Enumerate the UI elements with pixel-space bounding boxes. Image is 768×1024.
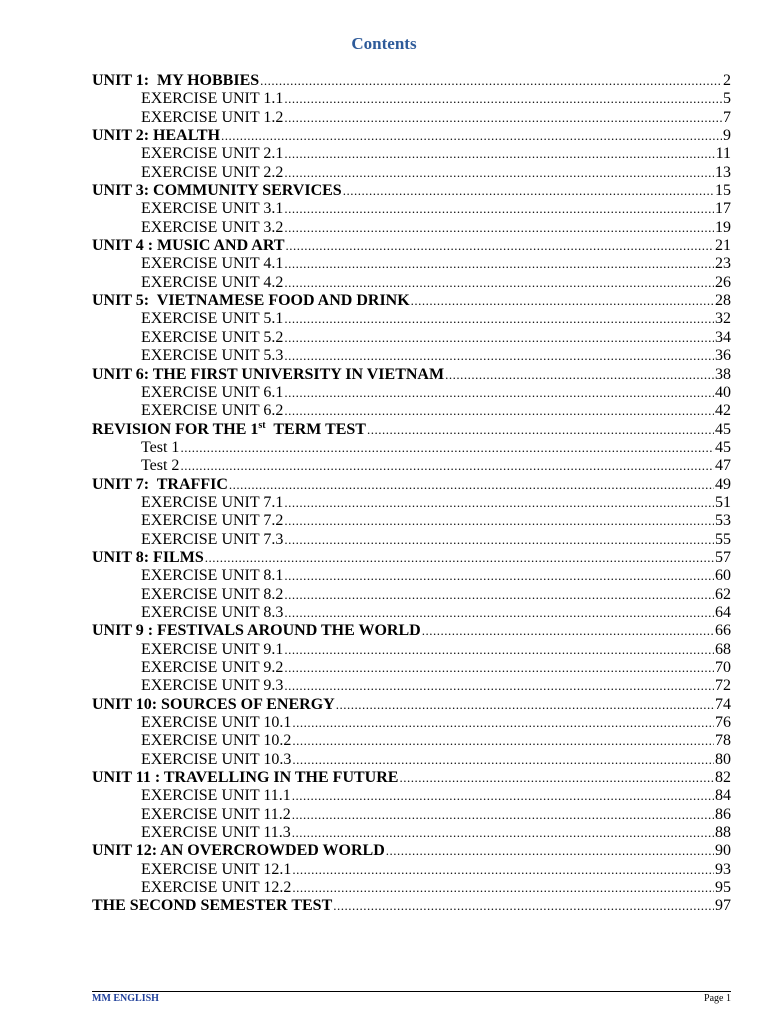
toc-entry-label-text: EXERCISE UNIT 4.2 xyxy=(141,273,284,291)
toc-entry-page-number: 2 xyxy=(723,72,731,89)
toc-entry-label xyxy=(92,237,285,255)
dot-leader xyxy=(284,347,714,365)
dot-leader xyxy=(333,897,714,915)
toc-entry-label-text: Test 1 xyxy=(141,438,180,456)
dot-leader xyxy=(284,145,714,163)
toc-sub-entry[interactable] xyxy=(92,200,731,218)
toc-entry-label-suffix: TERM TEST xyxy=(265,420,366,438)
toc-sub-entry[interactable] xyxy=(92,274,731,292)
toc-entry-page-number: 13 xyxy=(715,163,731,181)
toc-entry-page-number: 5 xyxy=(723,90,731,108)
toc-entry-label-text: EXERCISE UNIT 11.1 xyxy=(141,787,291,805)
toc-sub-entry[interactable] xyxy=(92,512,731,530)
toc-entry-label-text: EXERCISE UNIT 4.1 xyxy=(141,255,284,273)
toc-entry-label-text: UNIT 10: SOURCES OF ENERGY xyxy=(92,695,335,713)
toc-entry-label xyxy=(141,879,291,897)
toc-sub-entry[interactable] xyxy=(92,677,731,695)
toc-unit-entry[interactable] xyxy=(92,72,731,90)
toc-sub-entry[interactable] xyxy=(92,219,731,237)
footer-page-number: Page 1 xyxy=(704,993,731,1004)
toc-entry-label xyxy=(92,421,366,439)
dot-leader xyxy=(399,769,714,787)
toc-entry-label-text: EXERCISE UNIT 9.3 xyxy=(141,677,284,695)
toc-unit-entry[interactable] xyxy=(92,127,731,145)
toc-sub-entry[interactable] xyxy=(92,329,731,347)
page-title: Contents xyxy=(351,34,417,53)
toc-entry-label-text: EXERCISE UNIT 6.1 xyxy=(141,383,284,401)
toc-unit-entry[interactable] xyxy=(92,769,731,787)
toc-entry-label xyxy=(141,567,283,585)
toc-entry-page-number: 15 xyxy=(715,182,731,200)
toc-entry-label xyxy=(92,182,342,200)
dot-leader xyxy=(284,90,722,108)
dot-leader xyxy=(284,659,714,677)
toc-entry-page-number: 47 xyxy=(715,457,731,475)
footer-divider xyxy=(92,991,731,992)
dot-leader xyxy=(292,751,714,769)
toc-entry-label xyxy=(92,72,259,90)
toc-entry-page-number: 84 xyxy=(715,787,731,805)
toc-entry-label-text: EXERCISE UNIT 10.1 xyxy=(141,714,292,732)
toc-entry-label xyxy=(92,549,204,567)
dot-leader xyxy=(292,861,714,879)
toc-entry-label-text: UNIT 6: THE FIRST UNIVERSITY IN VIETNAM xyxy=(92,365,445,383)
toc-entry-label xyxy=(92,897,332,915)
toc-entry-label xyxy=(92,476,228,494)
dot-leader xyxy=(284,219,714,237)
toc-entry-page-number: 42 xyxy=(715,402,731,420)
dot-leader xyxy=(284,329,714,347)
toc-entry-label xyxy=(141,310,283,328)
toc-entry-page-number: 62 xyxy=(715,585,731,603)
toc-entry-label-text: UNIT 5: VIETNAMESE FOOD AND DRINK xyxy=(92,292,410,310)
dot-leader xyxy=(284,512,714,530)
toc-entry-label-text: THE SECOND SEMESTER TEST xyxy=(92,897,333,915)
toc-entry-label xyxy=(141,200,283,218)
toc-entry-label-text: EXERCISE UNIT 6.2 xyxy=(141,402,284,420)
toc-sub-entry[interactable] xyxy=(92,604,731,622)
toc-entry-page-number: 72 xyxy=(715,677,731,695)
toc-entry-label xyxy=(141,90,283,108)
dot-leader xyxy=(284,567,714,585)
toc-entry-page-number: 17 xyxy=(715,200,731,218)
toc-sub-entry[interactable] xyxy=(92,641,731,659)
toc-entry-page-number: 97 xyxy=(715,897,731,915)
dot-leader xyxy=(422,622,714,640)
toc-entry-label xyxy=(141,787,291,805)
toc-sub-entry[interactable] xyxy=(92,310,731,328)
toc-entry-label xyxy=(92,127,220,145)
dot-leader xyxy=(343,182,714,200)
toc-entry-page-number: 45 xyxy=(715,420,731,438)
toc-entry-page-number: 66 xyxy=(715,622,731,640)
toc-entry-superscript: st xyxy=(258,420,266,431)
toc-entry-label-text: UNIT 7: TRAFFIC xyxy=(92,475,228,493)
toc-entry-label xyxy=(141,861,291,879)
toc-entry-label-text: EXERCISE UNIT 10.2 xyxy=(141,732,292,750)
toc-entry-label xyxy=(92,292,410,310)
toc-entry-label-text: UNIT 12: AN OVERCROWDED WORLD xyxy=(92,842,385,860)
toc-entry-page-number: 70 xyxy=(715,659,731,676)
toc-entry-label xyxy=(141,145,283,163)
toc-entry-page-number: 80 xyxy=(715,750,731,768)
toc-entry-label xyxy=(141,109,283,127)
toc-sub-entry[interactable] xyxy=(92,494,731,512)
dot-leader xyxy=(292,824,714,842)
toc-entry-page-number: 64 xyxy=(715,603,731,621)
dot-leader xyxy=(180,439,714,457)
dot-leader xyxy=(284,677,714,695)
toc-entry-label xyxy=(141,806,291,824)
toc-entry-label xyxy=(141,659,283,677)
dot-leader xyxy=(284,109,722,127)
toc-entry-page-number: 40 xyxy=(715,383,731,401)
toc-entry-label xyxy=(141,512,283,530)
toc-unit-entry[interactable] xyxy=(92,237,731,255)
toc-unit-entry[interactable] xyxy=(92,292,731,310)
toc-entry-page-number: 95 xyxy=(715,879,731,897)
toc-entry-label xyxy=(141,274,283,292)
dot-leader xyxy=(260,72,722,90)
dot-leader xyxy=(445,366,714,384)
toc-entry-label-text: EXERCISE UNIT 5.1 xyxy=(141,310,284,328)
toc-entry-label-text: EXERCISE UNIT 8.2 xyxy=(141,585,284,603)
toc-entry-label xyxy=(92,366,444,384)
dot-leader xyxy=(386,842,714,860)
toc-entry-page-number: 28 xyxy=(715,292,731,310)
dot-leader xyxy=(411,292,714,310)
toc-entry-label xyxy=(92,842,385,860)
toc-entry-page-number: 36 xyxy=(715,347,731,365)
toc-entry-page-number: 11 xyxy=(715,145,731,163)
dot-leader xyxy=(336,696,714,714)
toc-entry-label-text: UNIT 2: HEALTH xyxy=(92,127,221,145)
toc-entry-page-number: 86 xyxy=(715,805,731,823)
toc-sub-entry[interactable] xyxy=(92,439,731,457)
toc-entry-label-text: Test 2 xyxy=(141,457,180,475)
toc-sub-entry[interactable] xyxy=(92,457,731,475)
toc-sub-entry[interactable] xyxy=(92,90,731,108)
toc-entry-page-number: 19 xyxy=(715,218,731,236)
toc-entry-page-number: 51 xyxy=(715,493,731,511)
toc-sub-entry[interactable] xyxy=(92,145,731,163)
toc-entry-label-text: EXERCISE UNIT 10.3 xyxy=(141,750,292,768)
toc-entry-page-number: 93 xyxy=(715,860,731,878)
toc-entry-label xyxy=(141,329,283,347)
toc-entry-label-text: EXERCISE UNIT 1.2 xyxy=(141,108,284,126)
toc-sub-entry[interactable] xyxy=(92,384,731,402)
toc-sub-entry[interactable] xyxy=(92,255,731,273)
dot-leader xyxy=(180,457,714,475)
dot-leader xyxy=(284,255,714,273)
toc-entry-page-number: 57 xyxy=(715,548,731,566)
toc-entry-page-number: 90 xyxy=(715,842,731,860)
toc-entry-label-text: EXERCISE UNIT 7.3 xyxy=(141,530,284,548)
toc-entry-page-number: 78 xyxy=(715,732,731,750)
dot-leader xyxy=(292,787,714,805)
toc-sub-entry[interactable] xyxy=(92,109,731,127)
toc-entry-label-text: EXERCISE UNIT 8.1 xyxy=(141,567,284,585)
toc-entry-label-text: EXERCISE UNIT 5.3 xyxy=(141,347,284,365)
toc-entry-label-text: EXERCISE UNIT 9.1 xyxy=(141,640,284,658)
toc-entry-page-number: 23 xyxy=(715,255,731,273)
dot-leader xyxy=(284,310,714,328)
toc-sub-entry[interactable] xyxy=(92,806,731,824)
toc-unit-entry[interactable] xyxy=(92,366,731,384)
toc-entry-label-text: EXERCISE UNIT 12.2 xyxy=(141,879,292,897)
toc-entry-label-text: EXERCISE UNIT 7.1 xyxy=(141,493,284,511)
toc-unit-entry[interactable] xyxy=(92,421,731,439)
toc-sub-entry[interactable] xyxy=(92,567,731,585)
dot-leader xyxy=(284,604,714,622)
toc-sub-entry[interactable] xyxy=(92,824,731,842)
toc-entry-label xyxy=(92,622,421,640)
toc-entry-page-number: 76 xyxy=(715,714,731,732)
toc-entry-label xyxy=(92,696,335,714)
toc-entry-label xyxy=(141,439,179,457)
toc-entry-label-text: UNIT 11 : TRAVELLING IN THE FUTURE xyxy=(92,769,399,787)
toc-entry-label-text: EXERCISE UNIT 7.2 xyxy=(141,512,284,530)
dot-leader xyxy=(292,879,714,897)
dot-leader xyxy=(229,476,714,494)
toc-entry-page-number: 9 xyxy=(723,127,731,145)
toc-entry-label-text: EXERCISE UNIT 3.2 xyxy=(141,218,284,236)
toc-sub-entry[interactable] xyxy=(92,164,731,182)
toc-entry-label-text: EXERCISE UNIT 9.2 xyxy=(141,659,284,676)
toc-entry-label xyxy=(141,732,291,750)
toc-entry-page-number: 32 xyxy=(715,310,731,328)
toc-unit-entry[interactable] xyxy=(92,842,731,860)
toc-sub-entry[interactable] xyxy=(92,879,731,897)
dot-leader xyxy=(292,732,714,750)
dot-leader xyxy=(284,494,714,512)
toc-entry-page-number: 74 xyxy=(715,695,731,713)
toc-entry-page-number: 49 xyxy=(715,475,731,493)
dot-leader xyxy=(284,164,714,182)
toc-entry-label-text: EXERCISE UNIT 11.3 xyxy=(141,824,291,842)
dot-leader xyxy=(284,274,714,292)
toc-entry-label-text: EXERCISE UNIT 5.2 xyxy=(141,328,284,346)
toc-entry-page-number: 45 xyxy=(715,438,731,456)
toc-entry-page-number: 7 xyxy=(723,108,731,126)
toc-unit-entry[interactable] xyxy=(92,897,731,915)
toc-entry-label xyxy=(141,457,179,475)
toc-entry-label xyxy=(141,494,283,512)
dot-leader xyxy=(284,200,714,218)
toc-sub-entry[interactable] xyxy=(92,531,731,549)
toc-entry-label-text: UNIT 3: COMMUNITY SERVICES xyxy=(92,182,342,200)
toc-entry-label-text: REVISION FOR THE 1 xyxy=(92,420,259,438)
toc-entry-label xyxy=(141,219,283,237)
toc-entry-label xyxy=(141,402,283,420)
toc-entry-label xyxy=(92,769,398,787)
toc-entry-label xyxy=(141,604,283,622)
dot-leader xyxy=(284,641,714,659)
toc-sub-entry[interactable] xyxy=(92,402,731,420)
dot-leader xyxy=(292,714,714,732)
dot-leader xyxy=(221,127,722,145)
toc-sub-entry[interactable] xyxy=(92,586,731,604)
dot-leader xyxy=(205,549,714,567)
toc-entry-label xyxy=(141,824,291,842)
toc-unit-entry[interactable] xyxy=(92,696,731,714)
dot-leader xyxy=(284,384,714,402)
toc-entry-label-text: EXERCISE UNIT 2.2 xyxy=(141,163,284,181)
toc-entry-label xyxy=(141,255,283,273)
toc-entry-page-number: 88 xyxy=(715,824,731,842)
dot-leader xyxy=(286,237,715,255)
toc-entry-label xyxy=(141,586,283,604)
toc-entry-label-text: UNIT 4 : MUSIC AND ART xyxy=(92,237,285,255)
toc-entry-label-text: UNIT 8: FILMS xyxy=(92,548,204,566)
toc-sub-entry[interactable] xyxy=(92,751,731,769)
toc-entry-label-text: EXERCISE UNIT 2.1 xyxy=(141,145,284,163)
dot-leader xyxy=(367,421,714,439)
toc-entry-page-number: 21 xyxy=(715,237,731,255)
toc-entry-label-text: EXERCISE UNIT 3.1 xyxy=(141,200,284,218)
toc-entry-page-number: 53 xyxy=(715,512,731,530)
toc-entry-page-number: 34 xyxy=(715,328,731,346)
toc-entry-label-text: UNIT 1: MY HOBBIES xyxy=(92,72,260,89)
toc-entry-page-number: 60 xyxy=(715,567,731,585)
toc-sub-entry[interactable] xyxy=(92,714,731,732)
toc-sub-entry[interactable] xyxy=(92,659,731,677)
toc-entry-label xyxy=(141,677,283,695)
toc-entry-label-text: EXERCISE UNIT 11.2 xyxy=(141,805,291,823)
toc-sub-entry[interactable] xyxy=(92,787,731,805)
toc-unit-entry[interactable] xyxy=(92,476,731,494)
dot-leader xyxy=(284,402,714,420)
toc-entry-page-number: 55 xyxy=(715,530,731,548)
toc-entry-page-number: 68 xyxy=(715,640,731,658)
toc-entry-label xyxy=(141,641,283,659)
toc-entry-label-text: EXERCISE UNIT 1.1 xyxy=(141,90,284,108)
toc-sub-entry[interactable] xyxy=(92,732,731,750)
footer-brand: MM ENGLISH xyxy=(92,993,159,1004)
toc-entry-label xyxy=(141,384,283,402)
toc-entry-page-number: 82 xyxy=(715,769,731,787)
toc-entry-label xyxy=(141,751,291,769)
toc-entry-label xyxy=(141,347,283,365)
toc-sub-entry[interactable] xyxy=(92,861,731,879)
toc-entry-label xyxy=(141,531,283,549)
toc-entry-page-number: 26 xyxy=(715,273,731,291)
toc-entry-label xyxy=(141,714,291,732)
toc-unit-entry[interactable] xyxy=(92,182,731,200)
toc-entry-page-number: 38 xyxy=(715,365,731,383)
toc-entry-label-text: EXERCISE UNIT 8.3 xyxy=(141,603,284,621)
table-of-contents xyxy=(92,72,731,916)
toc-entry-label-text: EXERCISE UNIT 12.1 xyxy=(141,860,292,878)
toc-unit-entry[interactable] xyxy=(92,549,731,567)
toc-unit-entry[interactable] xyxy=(92,622,731,640)
toc-sub-entry[interactable] xyxy=(92,347,731,365)
dot-leader xyxy=(284,586,714,604)
toc-entry-label-text: UNIT 9 : FESTIVALS AROUND THE WORLD xyxy=(92,622,421,640)
toc-entry-label xyxy=(141,164,283,182)
dot-leader xyxy=(292,806,714,824)
dot-leader xyxy=(284,531,714,549)
